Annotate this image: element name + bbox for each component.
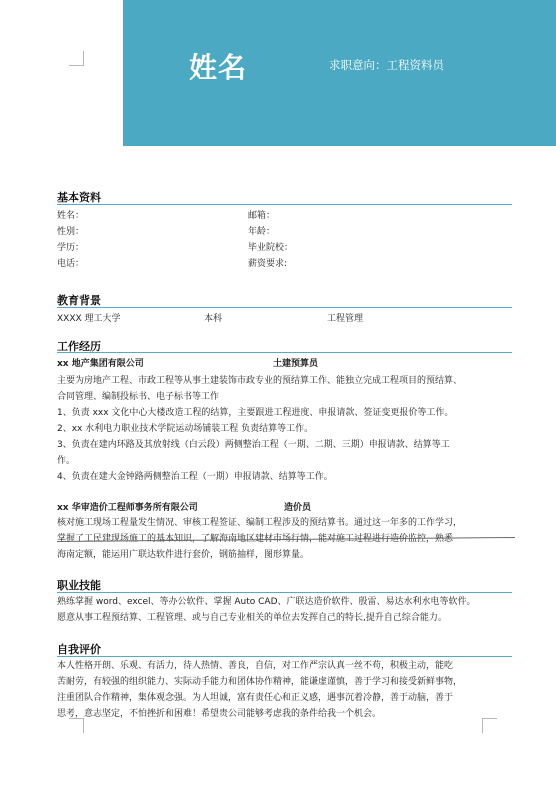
education-school: XXXX 理工大学: [57, 314, 121, 324]
job2-role: 造价员: [284, 503, 312, 513]
section-title-basic: 基本资料: [57, 191, 101, 204]
section-rule: [57, 656, 512, 657]
job1-line: 合同管理、编制投标书、电子标书等工作: [57, 392, 220, 402]
basic-field-name: 姓名：: [57, 211, 85, 221]
job1-line: 主要为房地产工程、市政工程等从事土建装饰市政专业的预结算工作、能独立完成工程项目的预结算、: [57, 376, 463, 386]
self-eval-description: [57, 658, 515, 722]
resume-name: 姓名: [189, 51, 248, 84]
basic-field-email: 邮箱：: [248, 211, 276, 221]
section-title-education: 教育背景: [57, 294, 101, 307]
job1-company: xx 地产集团有限公司: [57, 359, 144, 369]
job1-role: 土建预算员: [273, 359, 319, 369]
section-title-skills: 职业技能: [57, 579, 101, 592]
header-banner: [123, 0, 556, 146]
skills-line: 愿意从事工程预结算、工程管理、或与自己专业相关的单位去发挥自己的特长,提升自己综合能力。: [57, 613, 447, 623]
job1-description: [57, 373, 515, 485]
job1-line: 作。: [57, 456, 76, 466]
job1-line: 4、负责在建大金钟路两侧整治工程（一期）申报请款、结算等工作。: [57, 472, 333, 482]
job1-line: 1、负责 xxx 文化中心大楼改造工程的结算，主要跟进工程进度、申报请款、签证变更报价等工作。: [57, 408, 454, 418]
self-eval-line: 思考，意志坚定，不怕挫折和困难！希望贵公司能够考虑我的条件给我一个机会。: [57, 709, 382, 719]
self-eval-line: 苦耐劳，有较强的组织能力、实际动手能力和团体协作精神，能谦虚谨慎，善于学习和接受新鲜事物，: [57, 677, 463, 687]
section-title-self-eval: 自我评价: [57, 643, 101, 656]
job2-line: 核对施工现场工程量发生情况、审核工程签证、编制工程涉及的预结算书。通过这一年多的工作学习，: [57, 518, 463, 528]
section-rule: [57, 307, 512, 308]
self-eval-line: 注重团队合作精神，集体观念强。为人坦诚，富有责任心和正义感，遇事沉着冷静，善于动脑，善于: [57, 693, 454, 703]
education-degree: 本科: [204, 314, 223, 324]
basic-field-phone: 电话：: [57, 259, 85, 269]
crop-mark-top-left: [69, 51, 84, 66]
basic-field-school: 毕业院校：: [248, 243, 294, 253]
education-major: 工程管理: [327, 314, 364, 324]
section-title-experience: 工作经历: [57, 340, 101, 353]
job1-line: 3、负责在建内环路及其放射线（白云段）两侧整治工程（一期、二期、三期）申报请款、结算等工: [57, 440, 450, 450]
section-rule: [57, 352, 512, 353]
job1-line: 2、xx 水利电力职业技术学院运动场铺装工程 负责结算等工作。: [57, 424, 314, 434]
job2-line: 掌握了工民建现场施工的基本知识，了解海南地区建材市场行情，能对施工过程进行造价监控，熟悉: [57, 534, 454, 544]
basic-field-salary: 薪资要求:: [248, 259, 288, 269]
basic-field-age: 年龄：: [248, 227, 276, 237]
section-rule: [57, 592, 512, 593]
job2-company: xx 华审造价工程师事务所有限公司: [57, 503, 198, 513]
self-eval-line: 本人性格开朗、乐观、有活力，待人热情、善良，自信，对工作严宗认真一丝不苟，积极主动，能吃: [57, 661, 454, 671]
skills-line: 熟练掌握 word、excel、等办公软件、掌握 Auto CAD、广联达造价软件、殷雷、易达水利水电等软件。: [57, 597, 476, 607]
basic-field-education: 学历：: [57, 243, 85, 253]
skills-description: [57, 594, 515, 626]
job2-line: 海南定额，能运用广联达软件进行套价，钢筋抽样，图形算量。: [57, 550, 310, 560]
job-intent: 求职意向：工程资料员: [329, 58, 444, 72]
basic-field-gender: 性别：: [57, 227, 85, 237]
section-rule: [57, 204, 512, 205]
